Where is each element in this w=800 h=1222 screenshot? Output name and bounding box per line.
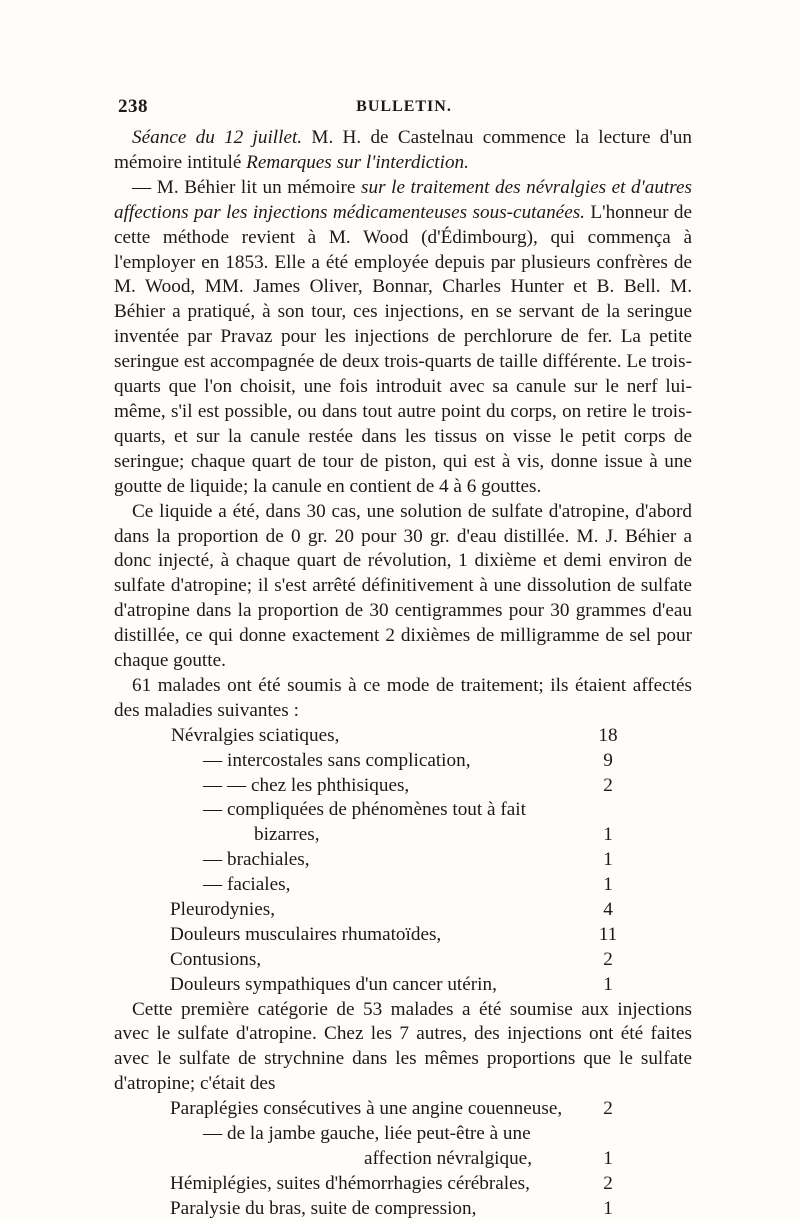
- list-item-count: 1: [603, 1197, 613, 1219]
- list-item-label: — de la jambe gauche, liée peut-être à une: [203, 1123, 531, 1145]
- list-item-count: 11: [598, 923, 618, 945]
- list-item-label: Contusions,: [170, 948, 262, 970]
- list-item-count: 2: [603, 1172, 613, 1194]
- paragraph-behier-start: — M. Béhier lit un mémoire: [132, 176, 362, 198]
- list-item: [114, 1197, 692, 1222]
- list-item-count: 1: [603, 1147, 613, 1169]
- list-item: [114, 1122, 692, 1147]
- page-number: 238: [118, 96, 148, 117]
- behier-memoir-title: sur le traitement des névralgies et d'autres affections par les injections médicamenteuses sous-cutanées.: [114, 176, 692, 223]
- disease-list: [114, 724, 692, 998]
- list-item-label: Pleurodynies,: [170, 898, 275, 920]
- list-item-label: Névralgies sciatiques,: [171, 724, 340, 746]
- paragraph-behier-text: L'honneur de cette méthode revient à M. Wood (d'Édimbourg), qui commença à l'employer en 1853. Elle a été employée depuis par plusieurs confrères de M. Wood, MM. James Oliver, Bonnar, Charles Hunter et B. Bell. M. Béhier a pratiqué, à son tour, ces injections, en se servant de la seringue inventée par Pravaz pour les injections de perchlorure de fer. La petite seringue est accompagnée de deux trois-quarts de taille différente. Le trois-quarts que l'on choisit, une fois introduit avec sa canule sur le nerf lui-même, s'il est possible, ou dans tout autre point du corps, on retire le trois-quarts, et sur la canule restée dans les tissus on visse le petit corps de seringue; chaque quart de tour de piston, qui est à vis, donne issue à une goutte de liquide; la canule en contient de 4 à 6 gouttes.: [114, 201, 692, 497]
- list-item-label: affection névralgique,: [364, 1147, 532, 1169]
- list-item-count: 9: [603, 749, 613, 771]
- list-item: [114, 873, 692, 898]
- list-item-label: — faciales,: [203, 874, 291, 896]
- paragraph-liquide: Ce liquide a été, dans 30 cas, une solution de sulfate d'atropine, d'abord dans la proportion de 0 gr. 20 pour 30 gr. d'eau distillée. M. J. Béhier a donc injecté, à chaque quart de révolution, 1 dixième et demi environ de sulfate d'atropine; il s'est arrêté définitivement à une dissolution de sulfate d'atropine dans la proportion de 30 centigrammes pour 30 grammes d'eau distillée, ce qui donne exactement 2 dixièmes de milligramme de sel pour chaque goutte.: [114, 500, 692, 672]
- page-header: [118, 96, 690, 120]
- list-item: [114, 898, 692, 923]
- list-item: [114, 724, 692, 749]
- memoir-title: Remarques sur l'interdiction.: [246, 151, 469, 173]
- list-item-count: 18: [598, 724, 618, 746]
- list-item-label: Douleurs sympathiques d'un cancer utérin,: [170, 973, 497, 995]
- list-item: [114, 1147, 692, 1172]
- list-item-label: bizarres,: [254, 824, 320, 846]
- list-item-label: Paraplégies consécutives à une angine couenneuse,: [170, 1098, 563, 1120]
- list-item: [114, 774, 692, 799]
- body-text: [114, 126, 692, 1222]
- list-item-count: 1: [603, 849, 613, 871]
- paralysis-list: [114, 1097, 692, 1221]
- list-item: [114, 973, 692, 998]
- list-item: [114, 848, 692, 873]
- list-item: [114, 1172, 692, 1197]
- paragraph-seance-text: M. H. de Castelnau commence la lecture d'un mémoire intitulé: [114, 127, 692, 173]
- list-item-count: 1: [603, 973, 613, 995]
- list-item: [114, 798, 692, 823]
- list-item-count: 2: [603, 1098, 613, 1120]
- list-item: [114, 923, 692, 948]
- paragraph-malades: 61 malades ont été soumis à ce mode de traitement; ils étaient affectés des maladies suivantes :: [114, 674, 692, 721]
- list-item: [114, 948, 692, 973]
- paragraph-seance: [114, 126, 692, 176]
- list-item-count: 2: [603, 774, 613, 796]
- list-item-label: Douleurs musculaires rhumatoïdes,: [170, 923, 442, 945]
- list-item-label: Hémiplégies, suites d'hémorrhagies cérébrales,: [170, 1172, 530, 1194]
- list-item: [114, 749, 692, 774]
- list-item-label: — brachiales,: [203, 849, 310, 871]
- list-item: [114, 823, 692, 848]
- list-item: [114, 1097, 692, 1122]
- paragraph-behier: [114, 176, 692, 500]
- list-item-label: Paralysie du bras, suite de compression,: [170, 1197, 477, 1219]
- list-item-count: 1: [603, 874, 613, 896]
- running-title: BULLETIN.: [356, 98, 452, 115]
- list-item-count: 4: [603, 898, 613, 920]
- list-item-count: 2: [603, 948, 613, 970]
- list-item-label: — intercostales sans complication,: [203, 749, 471, 771]
- session-date: Séance du 12 juillet.: [132, 127, 303, 148]
- list-item-label: — compliquées de phénomènes tout à fait: [203, 799, 526, 821]
- list-item-label: — — chez les phthisiques,: [203, 774, 410, 796]
- paragraph-categorie: Cette première catégorie de 53 malades a été soumise aux injections avec le sulfate d'atropine. Chez les 7 autres, des injections ont été faites avec le sulfate de strychnine dans les mêmes proportions que le sulfate d'atropine; c'était des: [114, 998, 692, 1095]
- list-item-count: 1: [603, 824, 613, 846]
